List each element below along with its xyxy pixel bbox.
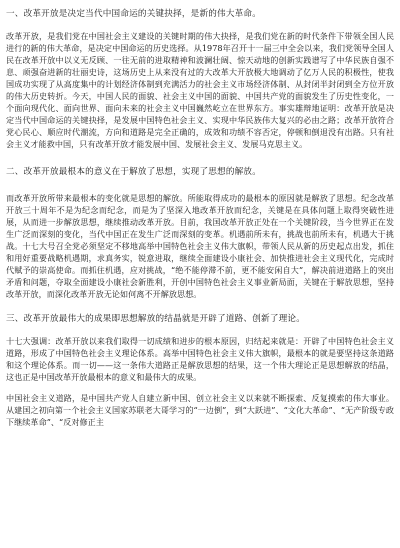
section-1-heading: 一、改革开放是决定当代中国命运的关键抉择，是新的伟大革命。 [6, 9, 262, 19]
section-3-heading: 三、改革开放最伟大的成果即思想解放的结晶就是开辟了道路、创新了理论。 [6, 314, 305, 324]
section-2 [6, 166, 394, 300]
section-1-body: 改革开放，是我们党在中国社会主义建设的关键时期的伟大抉择，是我们党在新的时代条件下带领全国人民进行的新的伟大革命，是决定中国命运的历史选择。从1978年召开十一届三中全会以来，我们党领导全国人民在改革开放中以义无反顾、一往无前的进取精神和波澜壮阔、惊天动地的创新实践谱写了中华民族自强不息、顽强奋进新的壮丽史诗，这场历史上从来没有过的大改革大开放极大地调动了亿万人民的积极性，使我国成功实现了从高度集中的计划经济体制到充满活力的社会主义市场经济体制、从封闭半封闭到全方位开放的伟大历史转折。今天，中国人民的面貌、社会主义中国的面貌、中国共产党的面貌发生了历史性变化，一个面向现代化、面向世界、面向未来的社会主义中国巍然屹立在世界东方。事实雄辩地证明：改革开放是决定当代中国命运的关键抉择，是发展中国特色社会主义、实现中华民族伟大复兴的必由之路；改革开放符合党心民心、顺应时代潮流，方向和道路是完全正确的，成效和功绩不容否定，停顿和倒退没有出路。只有社会主义才能救中国，只有改革开放才能发展中国、发展社会主义、发展马克思主义。 [6, 31, 394, 149]
section-2-body: 而改革开放所带来最根本的变化就是思想的解放。所能取得成功的最根本的原因就是解放了思想。纪念改革开放三十周年不是为纪念而纪念，而是为了坚深入地改革开放而纪念，关键是在具体问题上取得突破性进展，从而进一步解放思想，继续推动改革开放。目前，我国改革开放正处在一个关键阶段，当今世界正在发生广泛而深刻的变化，当代中国正在发生广泛而深刻的变革。机遇前所未有，挑战也前所未有，机遇大于挑战。十七大号召全党必须坚定不移地高举中国特色社会主义伟大旗帜，带领人民从新的历史起点出发，抓住和用好重要战略机遇期，求真务实，锐意进取，继续全面建设小康社会、加快推进社会主义现代化，完成时代赋予的崇高使命。而抓住机遇，应对挑战，“绝不能停滞不前，更不能安闲自大”，解决前进道路上的突出矛盾和问题，夺取全面建设小康社会新胜利，开创中国特色社会主义事业新局面，关键在于解放思想，坚持改革开放，而深化改革开放无论如何离不开解放思想。 [6, 193, 394, 299]
section-2-heading: 二、改革开放最根本的意义在于解放了思想，实现了思想的解放。 [6, 167, 262, 177]
section-3 [6, 313, 394, 383]
section-3-body: 十七大强调：改革开放以来我们取得一切成绩和进步的根本原因，归结起来就是：开辟了中国特色社会主义道路，形成了中国特色社会主义理论体系。高举中国特色社会主义伟大旗帜，最根本的就是要坚持这条道路和这个理论体系。而一切——这一条伟大道路正是解放思想的结果，这一个伟大理论正是思想解放的结晶，这也正是中国改革开放最根本的意义和最伟大的成果。 [6, 336, 394, 382]
section-4 [6, 392, 394, 428]
section-4-body: 中国社会主义道路，是中国共产党人自建立新中国、创立社会主义以来就不断探索、反复摸索的伟大事业。从建国之初向第一个社会主义国家苏联老大哥学习的“一边倒”，到“大跃进”、“文化大革命”、“无产阶级专政下继续革命”、“反对修正主 [6, 393, 394, 427]
section-1 [6, 8, 394, 150]
